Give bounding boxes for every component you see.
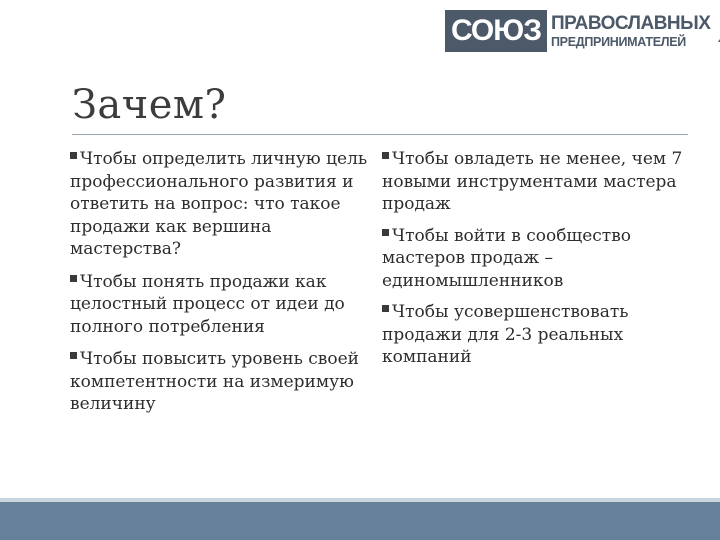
- logo-word-pravoslavnyh: ПРАВОСЛАВНЫХ: [550, 12, 711, 34]
- square-bullet-icon: [382, 305, 389, 312]
- bullet-text: Чтобы овладеть не менее, чем 7 новыми инструментами мастера продаж: [382, 149, 683, 214]
- slide-title: Зачем?: [72, 82, 227, 128]
- bullet-text: Чтобы понять продажи как целостный процесс от идеи до полного потребления: [70, 271, 345, 337]
- bullet-item: [382, 148, 702, 216]
- footer-band: [0, 502, 720, 540]
- logo-soyuz: СОЮЗ: [445, 10, 547, 52]
- bullet-item: [70, 271, 375, 339]
- logo-word-predprinimateley: ПРЕДПРИНИМАТЕЛЕЙ: [550, 34, 686, 49]
- bullet-item: [382, 301, 702, 369]
- square-bullet-icon: [382, 229, 389, 236]
- bullet-item: [382, 225, 702, 293]
- title-divider: [72, 134, 688, 135]
- square-bullet-icon: [70, 352, 77, 359]
- square-bullet-icon: [70, 275, 77, 282]
- right-column: [382, 148, 702, 378]
- bullet-text: Чтобы определить личную цель профессионального развития и ответить на вопрос: что такое продажи как вершина мастерства?: [70, 149, 368, 259]
- bullet-text: Чтобы войти в сообщество мастеров продаж – единомышленников: [382, 225, 632, 291]
- bullet-item: [70, 148, 375, 261]
- left-column: [70, 148, 375, 426]
- square-bullet-icon: [382, 152, 389, 159]
- bullet-item: [70, 348, 375, 416]
- bullet-text: Чтобы усовершенствовать продажи для 2-3 реальных компаний: [382, 302, 629, 367]
- square-bullet-icon: [70, 152, 77, 159]
- bullet-text: Чтобы повысить уровень своей компетентности на измеримую величину: [70, 349, 359, 414]
- logo: [445, 10, 720, 52]
- logo-text: [551, 10, 710, 52]
- bell-tower-icon: [714, 10, 720, 52]
